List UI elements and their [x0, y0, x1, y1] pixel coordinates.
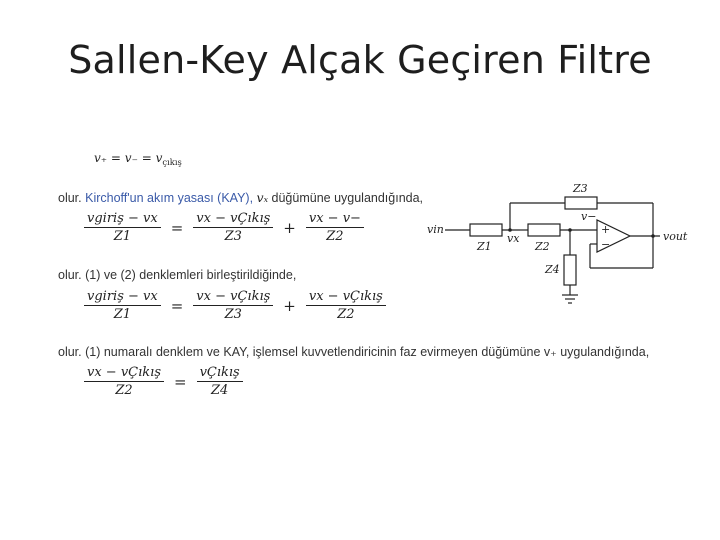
slide-title: Sallen-Key Alçak Geçiren Filtre	[68, 38, 652, 82]
fraction-numerator: vx − vÇıkış	[196, 289, 271, 304]
fraction-numerator: vx − vÇıkış	[196, 211, 271, 226]
label-minus-terminal: −	[601, 238, 611, 251]
fraction-numerator: vx − v−	[308, 211, 361, 226]
plus-sign: +	[283, 296, 296, 315]
equation-output-equality	[94, 151, 182, 167]
label-vin: vin	[427, 223, 444, 236]
fraction-denominator: Z4	[211, 383, 229, 398]
equation-lhs: v₊ = v₋ = v	[94, 151, 163, 165]
label-z1: Z1	[477, 240, 492, 253]
label-z2: Z2	[535, 240, 550, 253]
equation-kcl-3	[80, 364, 247, 399]
text-kcl-highlight: Kirchoff'un akım yasası (KAY),	[85, 191, 257, 205]
text-prefix: olur.	[58, 191, 86, 205]
label-vx: vx	[507, 232, 520, 245]
fraction-term-1	[84, 364, 164, 399]
resistor-z1	[470, 224, 502, 236]
resistor-z4	[564, 255, 576, 285]
fraction-numerator: vx − vÇıkış	[87, 365, 161, 380]
equation-kcl-1	[80, 210, 368, 245]
fraction-denominator: Z2	[326, 229, 344, 244]
resistor-z3	[565, 197, 597, 209]
text-suffix: düğümüne uygulandığında,	[268, 191, 424, 205]
fraction-term-2	[193, 210, 273, 245]
fraction-term-3	[306, 210, 364, 245]
fraction-denominator: Z2	[115, 383, 133, 398]
sallen-key-circuit-diagram	[425, 170, 715, 315]
text-node-var: vₓ	[256, 190, 269, 205]
equation-subscript: çıkış	[162, 156, 182, 167]
label-z3: Z3	[573, 182, 588, 195]
node-z4-dot	[568, 228, 572, 232]
equals-sign: =	[170, 296, 184, 315]
equation-kcl-2	[80, 288, 390, 323]
label-vminus: v−	[581, 210, 597, 223]
fraction-numerator: vÇıkış	[199, 365, 240, 380]
equals-sign: =	[170, 218, 184, 237]
fraction-denominator: Z1	[113, 229, 131, 244]
text-noninverting-node: olur. (1) numaralı denklem ve KAY, işlemsel kuvvetlendiricinin faz evirmeyen düğümüne v₊ uygulandığında,	[58, 345, 650, 359]
label-plus-terminal: +	[601, 223, 611, 236]
fraction-term-3	[306, 288, 386, 323]
fraction-term-1	[84, 210, 161, 245]
label-vout: vout	[663, 230, 688, 243]
fraction-denominator: Z3	[224, 229, 242, 244]
fraction-denominator: Z3	[224, 307, 242, 322]
text-combine: olur. (1) ve (2) denklemleri birleştirildiğinde,	[58, 268, 297, 282]
fraction-numerator: vgiriş − vx	[87, 289, 158, 304]
plus-sign: +	[283, 218, 296, 237]
fraction-denominator: Z2	[337, 307, 355, 322]
label-z4: Z4	[545, 263, 560, 276]
resistor-z2	[528, 224, 560, 236]
equals-sign: =	[174, 372, 187, 391]
fraction-term-1	[84, 288, 161, 323]
fraction-numerator: vx − vÇıkış	[308, 289, 383, 304]
fraction-numerator: vgiriş − vx	[87, 211, 158, 226]
fraction-term-2	[197, 364, 243, 399]
text-kcl-intro	[58, 190, 423, 205]
fraction-denominator: Z1	[113, 307, 131, 322]
fraction-term-2	[193, 288, 273, 323]
node-out-dot	[651, 234, 655, 238]
